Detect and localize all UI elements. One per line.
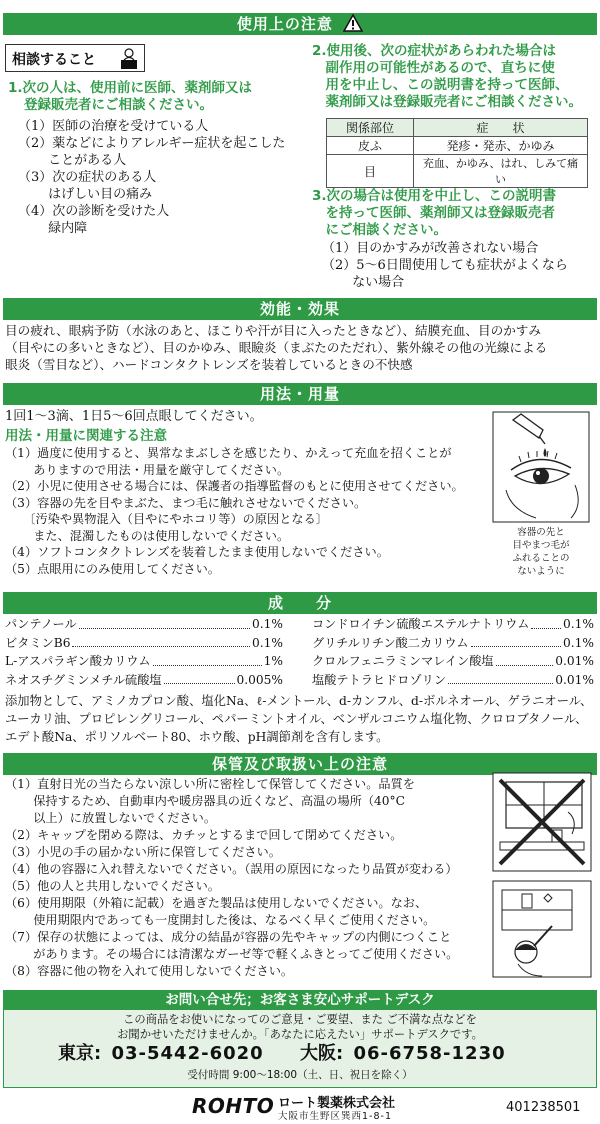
header-bar	[3, 13, 597, 35]
consult-item3-title: 3.次の場合は使用を中止し、この説明書 を持って医師、薬剤師又は登録販売者 にご相談ください。	[312, 188, 557, 238]
product-code: 401238501	[506, 1100, 581, 1115]
consult-item1-title: 1.次の人は、使用前に医師、薬剤師又は 登録販売者にご相談ください。	[8, 80, 253, 113]
brand-logo: ROHTO	[192, 1094, 275, 1118]
list-item: 〔汚染や異物混入（目やにやホコリ等）の原因となる〕	[5, 512, 328, 526]
ingredient-row: グリチルリチン酸二カリウム 0.1%	[312, 635, 594, 650]
list-item: （5）点眼用にのみ使用してください。	[5, 561, 220, 576]
list-item: （1）直射日光の当たらない涼しい所に密栓して保管してください。品質を	[5, 777, 415, 791]
warning-icon	[343, 14, 363, 32]
list-item: （3）小児の手の届かない所に保管してください。	[5, 845, 281, 859]
list-item: ことがある人	[18, 153, 127, 168]
company-name: ロート製薬株式会社	[278, 1096, 396, 1111]
table-row	[327, 137, 588, 155]
ingredients-additives: 添加物として、アミノカプロン酸、塩化Na、ℓ-メントール、d-カンフル、d-ボルネオール、ゲラニオール、 ユーカリ油、プロピレングリコール、ペパーミントオイル、ベンザルコニウム塩化物、クロロブタノール、 エデト酸Na、ポリソルベート80、ホウ酸、pH調節剤を含有します。	[5, 694, 593, 744]
contact-intro: この商品をお使いになってのご意見・ご要望、また ご不満な点などを お聞かせいただけませんか。「あなたに応えたい」サポートデスクです。	[117, 1013, 483, 1041]
osaka-label: 大阪:	[299, 1043, 344, 1064]
ingredients-right	[312, 616, 594, 688]
storage-title: 保管及び取扱い上の注意	[211, 755, 388, 773]
list-item: （2）薬などによりアレルギー症状を起こした	[18, 136, 286, 151]
list-item: （2）小児に使用させる場合には、保護者の指導監督のもとに使用させてください。	[5, 479, 464, 493]
child-reach-illustration-icon	[492, 880, 592, 978]
no-sunlight-illustration-icon	[492, 772, 592, 872]
efficacy-text: 目の疲れ、眼病予防（水泳のあと、ほこりや汗が目に入ったときなど）、結膜充血、目のかすみ （目やにの多いときなど）、目のかゆみ、眼瞼炎（まぶたのただれ）、紫外線その他の光線による 眼炎（雪目など）、ハードコンタクトレンズを装着しているときの不快感	[5, 323, 548, 372]
list-item: 緑内障	[18, 221, 88, 236]
table-header-part: 関係部位	[327, 119, 414, 137]
list-item: （4）他の容器に入れ替えないでください。（誤用の原因になったり品質が変わる）	[5, 862, 458, 876]
list-item: （4）ソフトコンタクトレンズを装着したまま使用しないでください。	[5, 545, 389, 559]
doctor-consult-icon	[118, 46, 140, 70]
list-item: はげしい目の痛み	[18, 187, 153, 202]
table-cell: 充血、かゆみ、はれ、しみて痛い	[414, 155, 588, 188]
list-item: （2）キャップを閉める際は、カチッとするまで回して閉めてください。	[5, 828, 403, 842]
consult-item3-list	[322, 240, 568, 291]
usage-title: 用法・用量	[259, 385, 340, 403]
list-item: 保持するため、自動車内や暖房器具の近くなど、高温の場所（40°C	[5, 794, 405, 808]
usage-note-title: 用法・用量に関連する注意	[5, 428, 167, 444]
list-item: （6）使用期限（外箱に記載）を過ぎた製品は使用しないでください。なお、	[5, 896, 428, 910]
efficacy-title: 効能・効果	[259, 300, 340, 318]
list-item: （3）容器の先を目やまぶた、まつ毛に触れさせないでください。	[5, 495, 367, 510]
ingredient-row: コンドロイチン硫酸エステルナトリウム 0.1%	[312, 617, 594, 631]
list-item: （4）次の診断を受けた人	[18, 204, 170, 219]
consult-label-box	[5, 44, 145, 72]
company-address: 大阪市生野区巽西1-8-1	[278, 1111, 392, 1122]
table-cell: 皮ふ	[327, 137, 414, 155]
list-item: （7）保存の状態によっては、成分の結晶が容器の先やキャップの内側につくこと	[5, 930, 452, 944]
list-item: 以上）に放置しないでください。	[5, 811, 217, 825]
figure-caption: 容器の先と 目やまつ毛が ふれることの ないように	[512, 527, 570, 577]
contact-phones	[58, 1042, 506, 1066]
usage-bar	[3, 383, 597, 405]
ingredient-row: クロルフェニラミンマレイン酸塩 0.01%	[312, 654, 594, 668]
list-item: ない場合	[322, 275, 405, 290]
ingredient-row: ネオスチグミンメチル硫酸塩 0.005%	[5, 672, 283, 687]
consult-item2-title: 2.使用後、次の症状があらわれた場合は 副作用の可能性があるので、直ちに使 用を中止し、この説明書を持って医師、 薬剤師又は登録販売者にご相談ください。	[312, 43, 582, 110]
contact-hours: 受付時間 9:00～18:00（土、日、祝日を除く）	[187, 1069, 413, 1081]
tokyo-label: 東京:	[58, 1043, 102, 1064]
list-item: （1）目のかすみが改善されない場合	[322, 241, 539, 256]
eyedrop-figure	[488, 410, 594, 582]
ingredient-row: パンテノール 0.1%	[5, 617, 283, 631]
page-title: 使用上の注意	[236, 15, 333, 33]
list-item: （1）過度に使用すると、異常なまぶしさを感じたり、かえって充血を招くことが	[5, 446, 452, 460]
usage-notes	[5, 445, 464, 577]
list-item: （5）他の人と共用しないでください。	[5, 879, 220, 893]
list-item: ありますので用法・用量を厳守してください。	[5, 462, 290, 477]
ingredients-bar	[3, 592, 597, 614]
ingredient-row: L-アスパラギン酸カリウム 1%	[5, 654, 283, 668]
list-item: （1）医師の治療を受けている人	[18, 119, 209, 134]
table-cell: 目	[327, 155, 414, 188]
consult-item1-list	[18, 118, 285, 237]
table-header-symptom: 症 状	[414, 119, 588, 137]
usage-dose: 1回1～3滴、1日5～6回点眼してください。	[5, 409, 263, 424]
eyedrop-illustration-icon	[491, 410, 591, 525]
ingredients-left	[5, 616, 283, 688]
list-item: （3）次の症状のある人	[18, 170, 157, 185]
tokyo-phone-link[interactable]: 03-5442-6020	[111, 1043, 264, 1064]
contact-bar	[3, 990, 597, 1010]
contact-title: お問い合せ先；お客さま安心サポートデスク	[165, 992, 435, 1008]
list-item: また、混濁したものは使用しないでください。	[5, 528, 290, 543]
table-row	[327, 155, 588, 188]
osaka-phone-link[interactable]: 06-6758-1230	[353, 1043, 506, 1064]
symptom-table	[326, 118, 588, 188]
list-item: （2）5～6日間使用しても症状がよくなら	[322, 258, 568, 273]
consult-label: 相談すること	[12, 52, 96, 68]
list-item: があります。その場合には清潔なガーゼ等で軽くふきとってご使用ください。	[5, 947, 459, 961]
ingredients-title: 成 分	[267, 594, 332, 612]
ingredient-row: ビタミンB6 0.1%	[5, 635, 283, 650]
storage-notes	[5, 776, 458, 980]
list-item: （8）容器に他の物を入れて使用しないでください。	[5, 964, 294, 978]
ingredient-row: 塩酸テトラヒドロゾリン 0.01%	[312, 672, 594, 687]
efficacy-bar	[3, 298, 597, 320]
list-item: 使用期限内であっても一度開封した後は、なるべく早くご使用ください。	[5, 913, 436, 927]
table-cell: 発疹・発赤、かゆみ	[414, 137, 588, 155]
